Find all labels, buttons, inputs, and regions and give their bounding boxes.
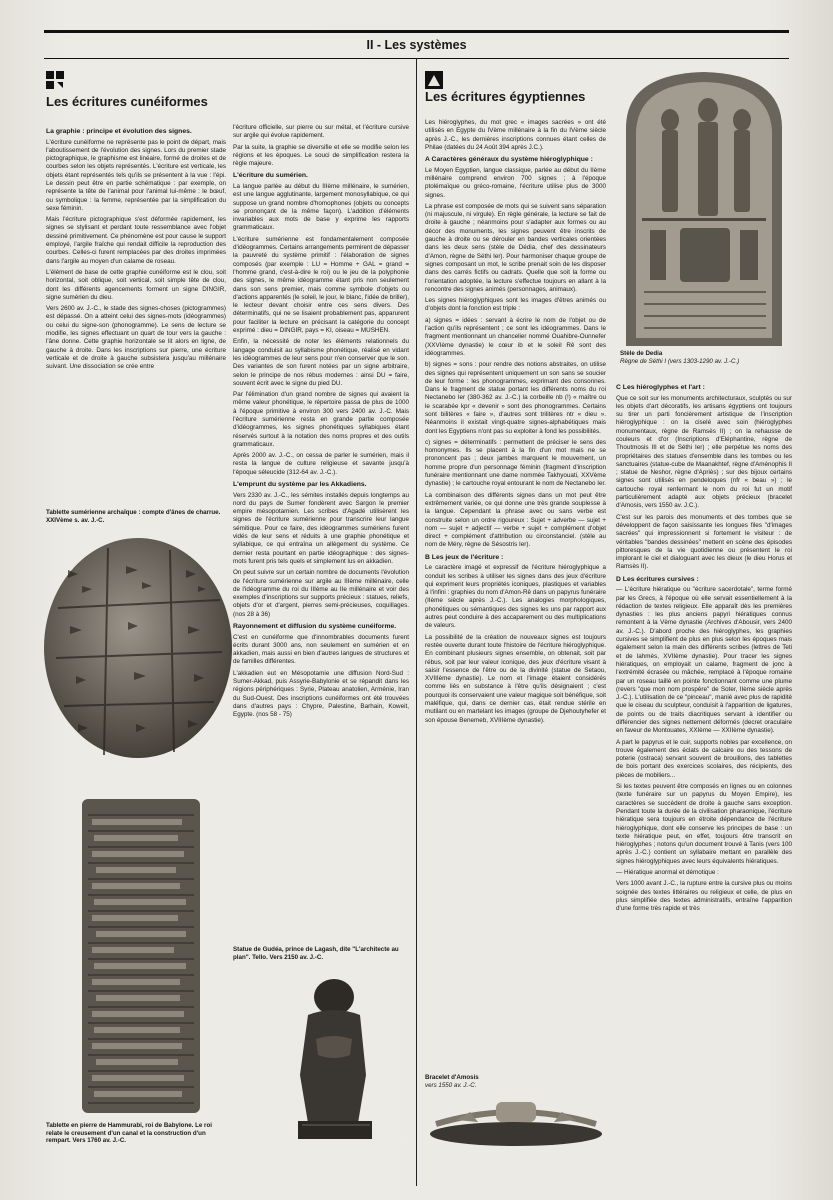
cuneiform-section-icon [46,71,64,89]
hammurabi-tablet-photo [80,797,202,1115]
section-heading: La graphie : principe et évolution des signes. [46,128,192,135]
paragraph: A part le papyrus et le cuir, supports nobles par excellence, on trouve également des éclats de calcaire ou des tessons de poterie (ostraca) servant souvent de brouillons, des tablettes de bois portant des exercices scolaires, des récipients, des pièces de mobiliers... [616,738,792,779]
section-heading: L'écriture du sumérien. [233,172,308,180]
section-heading: L'emprunt du système par les Akkadiens. [233,481,367,489]
dedia-stele-photo [620,68,788,346]
dedia-stele-caption-title: Stèle de Dedia [620,350,663,357]
section-heading: B Les jeux de l'écriture : [425,553,504,561]
paragraph: a) signes = idées : servant à écrire le nom de l'objet ou de l'action qu'ils représentent ; ce sont les idéogrammes. Dans le fragment mentionnant un chancelier nommé Ouahibre-Ounnefer (XXVIème dynastie) le cœur ib et le soleil Rê sont des idéogrammes. [425,316,606,357]
egyptian-column-1 [425,119,606,728]
paragraph: On peut suivre sur un certain nombre de documents l'évolution de l'écriture sumérienne sur argile au IIIème millénaire, celle de l'idéogramme du roi du IIIème au IIe millénaire et voir des exemples d'inscriptions sur supports précieux : statues, reliefs, objets d'or et d'argent, pierres semi-précieuses, coquillages. (nos 28 à 36) [233,569,409,618]
section-heading: C Les hiéroglyphes et l'art : [616,384,705,391]
egyptian-section-icon [425,71,443,89]
dedia-stele-caption-date: Règne de Séthi I (vers 1303-1290 av. J.-C.) [620,357,740,365]
paragraph: La langue parlée au début du IIIème millénaire, le sumérien, est une langue agglutinante, largement monosyllabique, ce qui suppose un grand nombre d'homophones (objets ou concepts se prononçant de la même façon). L'addition d'éléments invariables aux mots de base y exprime les rapports grammaticaux. [233,182,409,232]
gudea-statue-photo [278,975,384,1143]
paragraph: Mais l'écriture pictographique s'est déformée rapidement, les signes se stylisant et perdant toute ressemblance avec l'objet dessiné primitivement. Ce phénomène est pour cause le support employé, l'argile fraîche qui rendait difficile la reproduction des courbes. Celles-ci furent remplacées par des droites imprimées dans l'argile au moyen d'un calame de roseau. [46,216,226,265]
tablet-archaic-caption: Tablette sumérienne archaïque : compte d'ânes de charrue. XXIVème s. av. J.-C. [46,509,221,524]
paragraph: Vers 2330 av. J.-C., les sémites installés depuis longtemps au nord du pays de Sumer fondèrent avec Sargon le premier empire mésopotamien. Les scribes d'Agadé utilisèrent les signes de l'écriture sumérienne pour transcrire leur langue sémitique. Pour ce faire, des idéogrammes sumériens furent vidés de leur sens et réduits à une graphie phonétique et syllabique, ce qui entraîna un allègement du système. Ce dernier resta pourtant en partie idéographique : des signes-mots furent pris tels quels et simplement lus en akkadien. [233,491,409,565]
bracelet-photo [426,1094,606,1146]
section-heading: Rayonnement et diffusion du système cunéiforme. [233,623,397,631]
paragraph: Enfin, la nécessité de noter les éléments relationnels du langage conduisit au syllabisme phonétique, réalisé en vidant les idéogrammes de leur sens pour n'en conserver que le son. Des variantes de son furent notées par un signe arbitraire, selon le principe de nos rébus modernes : ainsi DU = faire, souvent écrit avec le signe du pied DU. [233,338,409,387]
paragraph: L'akkadien eut en Mésopotamie une diffusion Nord-Sud : Sumer-Akkad, puis Assyrie-Babylonie et se répandit dans les régions périphériques : Syrie, Plateau anatolien, Arménie, Iran du Sud-Ouest. Des inscriptions cunéiformes ont été trouvées dans d'autres pays : Chypre, Palestine, Barhain, Koweit, Egypte. (nos 58 - 75) [233,669,409,719]
cuneiform-column-2 [233,124,409,723]
paragraph: Vers 1000 avant J.-C., la rupture entre la cursive plus ou moins soignée des textes littéraires ou religieux et celle, de plus en plus simplifiée des textes administratifs, entraîne l'apparition d'une forme très rapide et très [616,880,792,913]
paragraph: Les hiéroglyphes, du mot grec « images sacrées » ont été utilisés en Egypte du IVème millénaire à la fin du IVème siècle après J.-C., les dernières inscriptions connues étant celles de Philae (datées du 24 Août 394 après J.C.). [425,119,606,151]
paragraph: — L'écriture hiératique ou "écriture sacerdotale", terme formé par les Grecs, à l'époque où elle servait essentiellement à la rédaction de textes religieux. Elle apparaît dès les premières dynasties : les plus anciens papyri hiératiques connus remontent à la Vème dynastie (Archives d'Abousir, vers 2400 av. J.-C.). D'abord proche des hiéroglyphes, les graphies cursives se simplifient de plus en plus selon les époques mais également selon la main des différents scribes (lettres de Teti et de lahmès, XVIIème dynastie). Pour tracer les signes hiératiques, on employait un calame, fragment de jonc à l'extrémité écrasée ou mâchée, remplacé à l'époque romaine par un roseau taillé en pointe fonctionnant comme une plume (revers "que mon nom prospère" de Soter, IIème siècle après J.-C.). L'utilisation de ce "pinceau", manié avec plus de rapidité que le ciseau du sculpteur, conduisit à l'apparition de ligatures, de points ou de traits diacritiques servant à identifier ou différencier des signes nettement déformés (decret oraculaire en faveur de Montouates, XXIème — XXIIème dynastie). [616,586,792,735]
paragraph: Que ce soit sur les monuments architecturaux, sculptés ou sur les objets d'art décoratifs, les artisans égyptiens ont toujours su tirer un parti foncièrement artistique de l'inscription hiéroglyphique : on la ciselé avec soin (hiéroglyphes monumentaux, règne de Ramsès II) ; on la rehausse de couleurs et d'or (Inscriptions d'Eléphantine, règne de Thoutmosis III et de Séthi Ier) ; elle perpétue les noms des propriétaires des statues d'ensemble dans les tombes ou les sanctuaires (statue-cube de Maanakhtef, règne d'Aménophis II ; statue de Neshor, règne d'Apriès) ; sur des bijoux certains signes sont utilisés en pendeloques (nfr « beau ») ; le cartouche royal renfermant le nom du roi fut un motif particulièrement adapté aux objets précieux (bracelet d'Amosis, vers 1550 av. J.C.). [616,394,792,510]
paragraph: — Hiératique anormal et démotique : [616,869,719,877]
section-heading: D Les écritures cursives : [616,575,699,583]
paragraph: l'écriture officielle, sur pierre ou sur métal, et l'écriture cursive sur argile qui évolue rapidement. [233,124,409,140]
paragraph: Par la suite, la graphie se diversifie et elle se modifie selon les régions et les époques. Le souci de simplification restera la règle majeure. [233,143,409,168]
bracelet-caption-date: vers 1550 av. J.-C. [425,1081,477,1089]
top-rule [44,30,789,33]
bracelet-caption [425,1074,606,1089]
page-header-title: II - Les systèmes [366,38,467,52]
paragraph: L'écriture sumérienne est fondamentalement composée d'idéogrammes. Certains arrangements permirent de dépasser la pauvreté du système primitif : l'élaboration de signes composés (par exemple : LU = Homme + GAL = grand = l'homme grand, c'est-à-dire le roi) ou le jeu de la polyphonie des signes, le même idéogramme étant pris non seulement dans son sens premier, mais comme symbole d'objets ou d'actions apparentés (le soleil, le jour, le blanc, l'idée de briller), le lecteur devant choisir entre ces sens divers. Des déterminatifs, qui ne se lisaient probablement pas, apparurent pour faciliter la lecture en précisant la catégorie du concept exprimé : dieu = DINGIR, pays = KI, oiseau = MUSHEN. [233,235,410,335]
paragraph: La phrase est composée de mots qui se suivent sans séparation (ni majuscule, ni virgule). En règle générale, la lecture se fait de droite à gauche ; néanmoins pour s'adapter aux formes ou au décor des monuments, les signes peuvent être inscrits de gauche à droite ou se dérouler en bandes verticales orientées dans les deux sens (stèle de Dédia, chef des dessinateurs d'Amon, règne de Séthi Ier). Pour harmoniser chaque groupe de signes composant un mot, le scribe prenait soin de les disposer dans des carrés fictifs ou cadrats. Quelle que soit la forme ou l'orientation adoptée, la lecture s'effectue toujours en allant à la rencontre des signes animés (personnages, animaux). [425,202,606,293]
paragraph: C'est sur les parois des monuments et des tombes que se développent de façon saisissante les longues files "d'images sacrées" qui impressionnent si fortement le visiteur : de véritables "bandes dessinées" mettent en scène des épisodes pittoresques de la vie quotidienne ou présentent le roi implorant le ciel et dialoguant avec les dieux (le dieu Horus et Ramsès II). [616,513,792,571]
paragraph: Le Moyen Egyptien, langue classique, parlée au début du IIème millénaire comprend environ 700 signes ; à l'époque ptolémaïque ou gréco-romaine, l'écriture utilise plus de 3000 signes. [425,166,606,199]
paragraph: Par l'élimination d'un grand nombre de signes qui avaient la même valeur phonétique, le répertoire passa de plus de 1000 à l'époque primitive à environ 300 vers 2400 av. J.-C. Mais l'écriture sumérienne resta en grande partie composée d'idéogrammes, les signes phonétiques syllabiques étant réservés surtout à la notation des noms propres et des outils grammaticaux. [233,391,409,448]
dedia-stele-caption [620,350,795,365]
paragraph: Si les textes peuvent être composés en lignes ou en colonnes (texte funéraire sur un papyrus du Moyen Empire), les caractères se succèdent de droite à gauche sans exception. Pendant toute la durée de la civilisation pharaonique, l'écriture hiératique sera toujours en étroite dépendance de l'écriture hiéroglyphique, dont elle conserve les principes de base : un texte hiératique peut, en effet, toujours être transcrit en hiéroglyphes ; notons qu'un document trouvé à Tanis (vers 100 après J.-C.) contient un syllabaire mettant en parallèle des signes hiéroglyphiques avec leurs équivalents hiératiques. [616,783,792,865]
section-heading: A Caractères généraux du système hiéroglyphique : [425,156,593,164]
paragraph: b) signes = sons : pour rendre des notions abstraites, on utilise des signes qui représentent uniquement un son sans se soucier de leur forme : les phonogrammes, exprimant des consonnes. Dans le fragment de statue portant les différents noms du roi Nectanebo Ier (380-362 av. J.-C.) la corbeille nb (!) « maître ou le scarabée kpr « devenir » sont des phonogrammes. Certains sont bilitères « faire », d'autres sont trilitères ntr « dieu ». Néanmoins il existait vingt-quatre signes-alphabétiques mais dont les Egyptiens n'ont pas su exploiter à fond les possibilités. [425,361,606,435]
hammurabi-tablet-caption: Tablette en pierre de Hammurabi, roi de Babylone. Le roi relate le creusement d'un canal et la construction d'un rempart. Vers 1760 av. J.-C. [46,1122,212,1145]
cuneiform-column-1 [46,124,226,375]
center-column-rule [416,58,417,1186]
egyptian-section-title: Les écritures égyptiennes [425,89,586,104]
gudea-statue-caption: Statue de Gudéa, prince de Lagash, dite "L'architecte au plan". Tello. Vers 2150 av. J.-C. [233,946,399,961]
paragraph: La combinaison des différents signes dans un mot peut être extrêmement variée, ce qui donne une très grande souplesse à la langue. Cependant la phrase avec ou sans verbe est construite selon un ordre rigoureux : Sujet + adverbe — sujet + nom — sujet + adjectif — verbe + sujet + complément d'objet direct + complément d'attribution ou circonstanciel. (stèle au nom de Méry, règne de Sésostris Ier). [425,491,606,549]
paragraph: Le caractère imagé et expressif de l'écriture hiéroglyphique a conduit les scribes à utiliser les signes dans des jeux d'écriture qui expriment leurs propriétés iconiques, plastiques et variables à l'infini : graphies du nom d'Amon-Rê dans un papyrus funéraire (IIème siècle après J.-C.). Les analogies morphologiques, phonétiques ou sémantiques des signes les uns par rapport aux autres peut conduire à des accaparement ou des multiplications de valeurs. [425,564,606,630]
bracelet-caption-title: Bracelet d'Amosis [425,1074,479,1081]
paragraph: c) signes = déterminatifs : permettent de préciser le sens des homonymes. Ils se placent à la fin d'un mot mais ne se prononcent pas ; deux jambes marquent le mouvement, un homme propre d'un personnage féminin (fragment d'inscription funéraire mentionnant une dame nommée Takhyouati, XXVème dynastie) ; le cartouche royal entourant le nom de Nectanebo Ier. [425,438,606,488]
egyptian-column-2 [616,380,792,917]
archaic-tablet-photo [38,530,234,768]
cuneiform-section-title: Les écritures cunéiformes [46,94,208,109]
paragraph: La possibilité de la création de nouveaux signes est toujours restée ouverte durant toute l'histoire de l'écriture hiéroglyphique. En combinant plusieurs signes ensemble, on obtenait, soit par rébus, soit par leur valeur iconique, des jeux d'écriture visant à saisir l'essence de l'être ou de la divinité (statue de Setaou, XVIIIème dynastie). Le nom et l'image étaient considérés comme liés en substance à l'être qu'ils désignaient ; c'est pourquoi ils conservaient une valeur magique soit bénéfique, soit maléfique, qui, dans ce dernier cas, était rendue stérile en mutilant ou en martelant les images (groupe de Djehoutyhefer et son épouse Benemeb, XVIIIème dynastie). [425,633,606,724]
paragraph: Les signes hiéroglyphiques sont les images d'êtres animés ou d'objets dont la fonction est triple : [425,297,606,313]
paragraph: C'est en cunéiforme que d'innombrables documents furent écrits durant 3000 ans, non seulement en sumérien et en akkadien, mais aussi en bien d'autres langues de structures et de familles différentes. [233,633,409,666]
paragraph: Après 2000 av. J.-C., on cessa de parler le sumérien, mais il resta la langue de culture religieuse et savante jusqu'à l'époque séleucide (312-64 av. J.-C.). [233,452,409,476]
paragraph: L'élément de base de cette graphie cunéiforme est le clou, soit horizontal, soit oblique, soit vertical, soit simple tête de clou, dont les différents agencements forment un signe DINGIR, signe sumérien du dieu. [46,268,226,301]
paragraph: Vers 2600 av. J.-C., le stade des signes-choses (pictogrammes) est dépassé. On a atteint celui des signes-mots (idéogrammes) ou celui du signe-son (phonogramme). Le sens de lecture se modifie, les signes effectuant un quart de tour vers la gauche : l'âne donne. Cette graphie horizontale se lit alors en ligne, de gauche à droite. Dans les inscriptions sur pierre, une écriture verticale et de droite à gauche subsistera jusqu'au millénaire suivant. Une dissociation se crée entre [46,305,226,371]
paragraph: L'écriture cunéiforme ne représente pas le point de départ, mais l'aboutissement de l'évolution des signes. Lors du premier stade pictographique, le graphisme est linéaire, formé de droites et de courbes selon les objets représentés. L'écriture est verticale, les objets étant représentés tels qu'ils se présentent à la vue : l'épi. Le dessin peut être en partie schématique : par exemple, on représente la tête de l'animal pour l'animal lui-même : le bœuf, ou symbolique : la femme, représentée par la simplification du sexe féminin. [46,138,226,212]
